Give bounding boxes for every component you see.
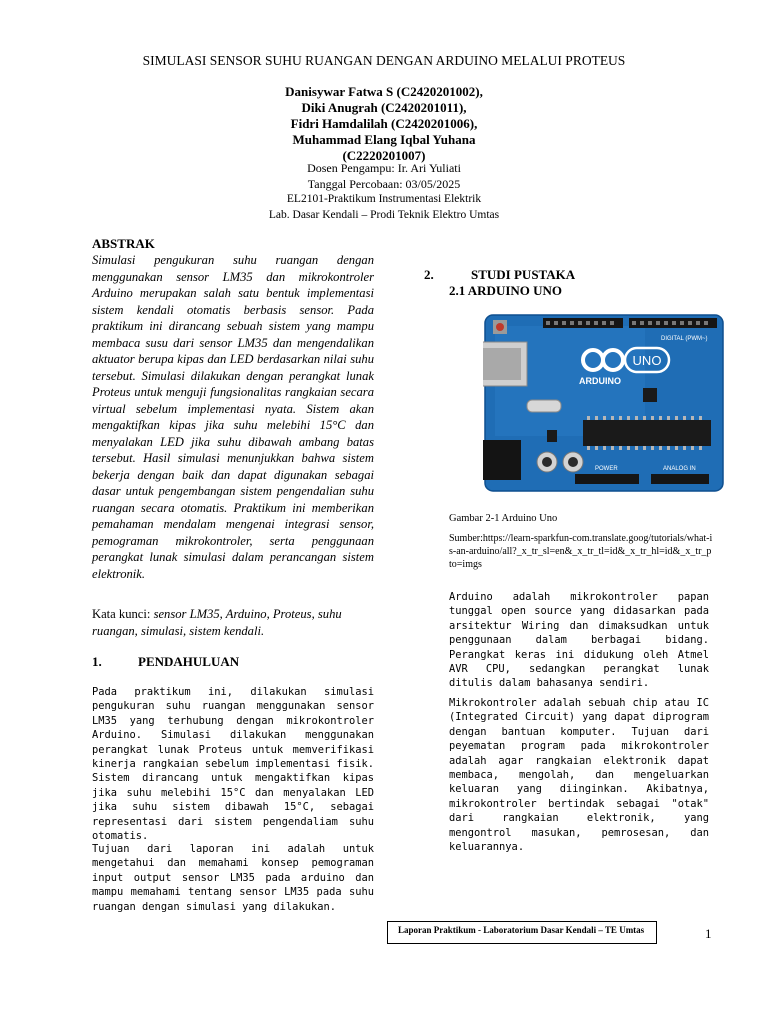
section-number: 1.	[92, 654, 102, 669]
paragraph: Pada praktikum ini, dilakukan simulasi pengukuran suhu ruangan menggunakan sensor LM35 yang terhubung dengan mikrokontroler Arduino. Simulasi dilakukan menggunakan perangkat lunak Proteus untuk memverifikasi kinerja rangkaian sebelum implementasi fisik. Sistem dirancang untuk mengaktifkan kipas jika suhu melebihi 15°C dan menyalakan LED jika suhu sistem dibawah 15°C, sebagai representasi dari sistem pengendaliam suhu otomatis.	[92, 686, 374, 843]
experiment-date: Tanggal Percobaan: 03/05/2025	[307, 176, 461, 191]
course-code: EL2101-Praktikum Instrumentasi Elektrik	[286, 193, 482, 205]
paragraph: Tujuan dari laporan ini adalah untuk mengetahui dan memahami konsep pemograman input output sensor LM35 pada arduino dan mampu memahami tentang sensor LM35 pada suhu ruangan dengan simulasi yang dilakukan.	[92, 843, 374, 913]
board-brand: ARDUINO	[579, 376, 621, 386]
subsection-heading: 2.1 ARDUINO UNO	[449, 283, 563, 298]
figure-source: Sumber:https://learn-sparkfun-com.translate.goog/tutorials/what-is-an-arduino/all?_x_tr_sl=en&_x_tr_tl=id&_x_tr_hl=id&_x_tr_pto=imgs	[449, 533, 713, 570]
figure-caption: Gambar 2-1 Arduino Uno	[449, 513, 558, 524]
keywords-label: Kata kunci:	[92, 607, 151, 621]
arduino-uno-image	[483, 312, 727, 495]
board-model: UNO	[632, 353, 662, 368]
analog-label: ANALOG IN	[663, 466, 696, 472]
author-list	[0, 84, 768, 164]
author-line: (C2220201007)	[342, 148, 426, 163]
paper-title: SIMULASI SENSOR SUHU RUANGAN DENGAN ARDUINO MELALUI PROTEUS	[142, 53, 626, 68]
paper-meta	[0, 161, 768, 223]
section-heading-pendahuluan	[92, 654, 374, 670]
lecturer: Dosen Pengampu: Ir. Ari Yuliati	[307, 161, 461, 175]
author-line: Muhammad Elang Iqbal Yuhana	[292, 132, 476, 147]
power-label: POWER	[595, 466, 618, 472]
paragraph: Arduino adalah mikrokontroler papan tunggal open source yang didasarkan pada arsitektur Wiring dan dimaksudkan untuk penggunaan dalam berbagai bidang. Perangkat keras ini didukung oleh Atmel AVR CPU, sedangkan perangkat lunak ditulis dalam bahasanya sendiri.	[449, 591, 709, 690]
author-line: Diki Anugrah (C2420201011),	[301, 100, 467, 115]
lab-name: Lab. Dasar Kendali – Prodi Teknik Elektro Umtas	[268, 208, 500, 221]
keywords	[92, 606, 374, 640]
digital-label: DIGITAL (PWM~)	[661, 336, 708, 342]
section-title: STUDI PUSTAKA	[471, 267, 576, 282]
paragraph: Mikrokontroler adalah sebuah chip atau IC (Integrated Circuit) yang dapat diprogram dengan bantuan komputer. Tujuan dari peyematan program pada mikrokontroler adalah agar rangkaian elektronik dapat membaca, mengolah, dan mengeluarkan keluaran yang diinginkan. Akibatnya, mikrokontroler bertindak sebagai "otak" dari rangkaian elektronik, yang mengontrol masukan, pemrosesan, dan keluarannya.	[449, 697, 709, 854]
page-number: 1	[705, 926, 712, 941]
page-footer: Laporan Praktikum - Laboratorium Dasar Kendali – TE Umtas	[387, 921, 657, 944]
abstract-text: Simulasi pengukuran suhu ruangan dengan menggunakan sensor LM35 dan mikrokontroler Arduino merupakan salah satu bentuk implementasi sistem kendali otomatis berbasis sensor. Pada praktikum ini dirancang sebuah sistem yang mampu membaca susu dari sensor LM35 dan mengendalikan aktuator berupa kipas dan LED berdasarkan nilai suhu tersebut. Simulasi dilakukan dengan perangkat lunak Proteus untuk menguji fungsionalitas rangkaian secara virtual sebelum implementasi nyata. Sistem akan mengaktifkan kipas jika suhu melebihi 15°C dan menyalakan LED jika suhu dibawah ambang batas tersebut. Hasil simulasi menunjukkan bahwa sistem bekerja dengan baik dan dapat digunakan sebagai dasar untuk pengembangan sistem pengendalian suhu ruangan secara otomatis. Praktikum ini memberikan pemahaman mendalam mengenai integrasi sensor, pemograman mikrokontroler, serta penggunaan perangkat lunak simulasi dalam perancangan sistem elektronik.	[92, 253, 374, 581]
section-number: 2.	[424, 267, 434, 282]
keywords-value: sensor LM35, Arduino, Proteus, suhu ruangan, simulasi, sistem kendali.	[92, 607, 342, 638]
abstract-heading: ABSTRAK	[92, 236, 155, 251]
author-line: Danisywar Fatwa S (C2420201002),	[285, 84, 483, 99]
section-heading-studi-pustaka	[424, 267, 575, 283]
section-title: PENDAHULUAN	[138, 654, 240, 669]
author-line: Fidri Hamdalilah (C2420201006),	[290, 116, 478, 131]
